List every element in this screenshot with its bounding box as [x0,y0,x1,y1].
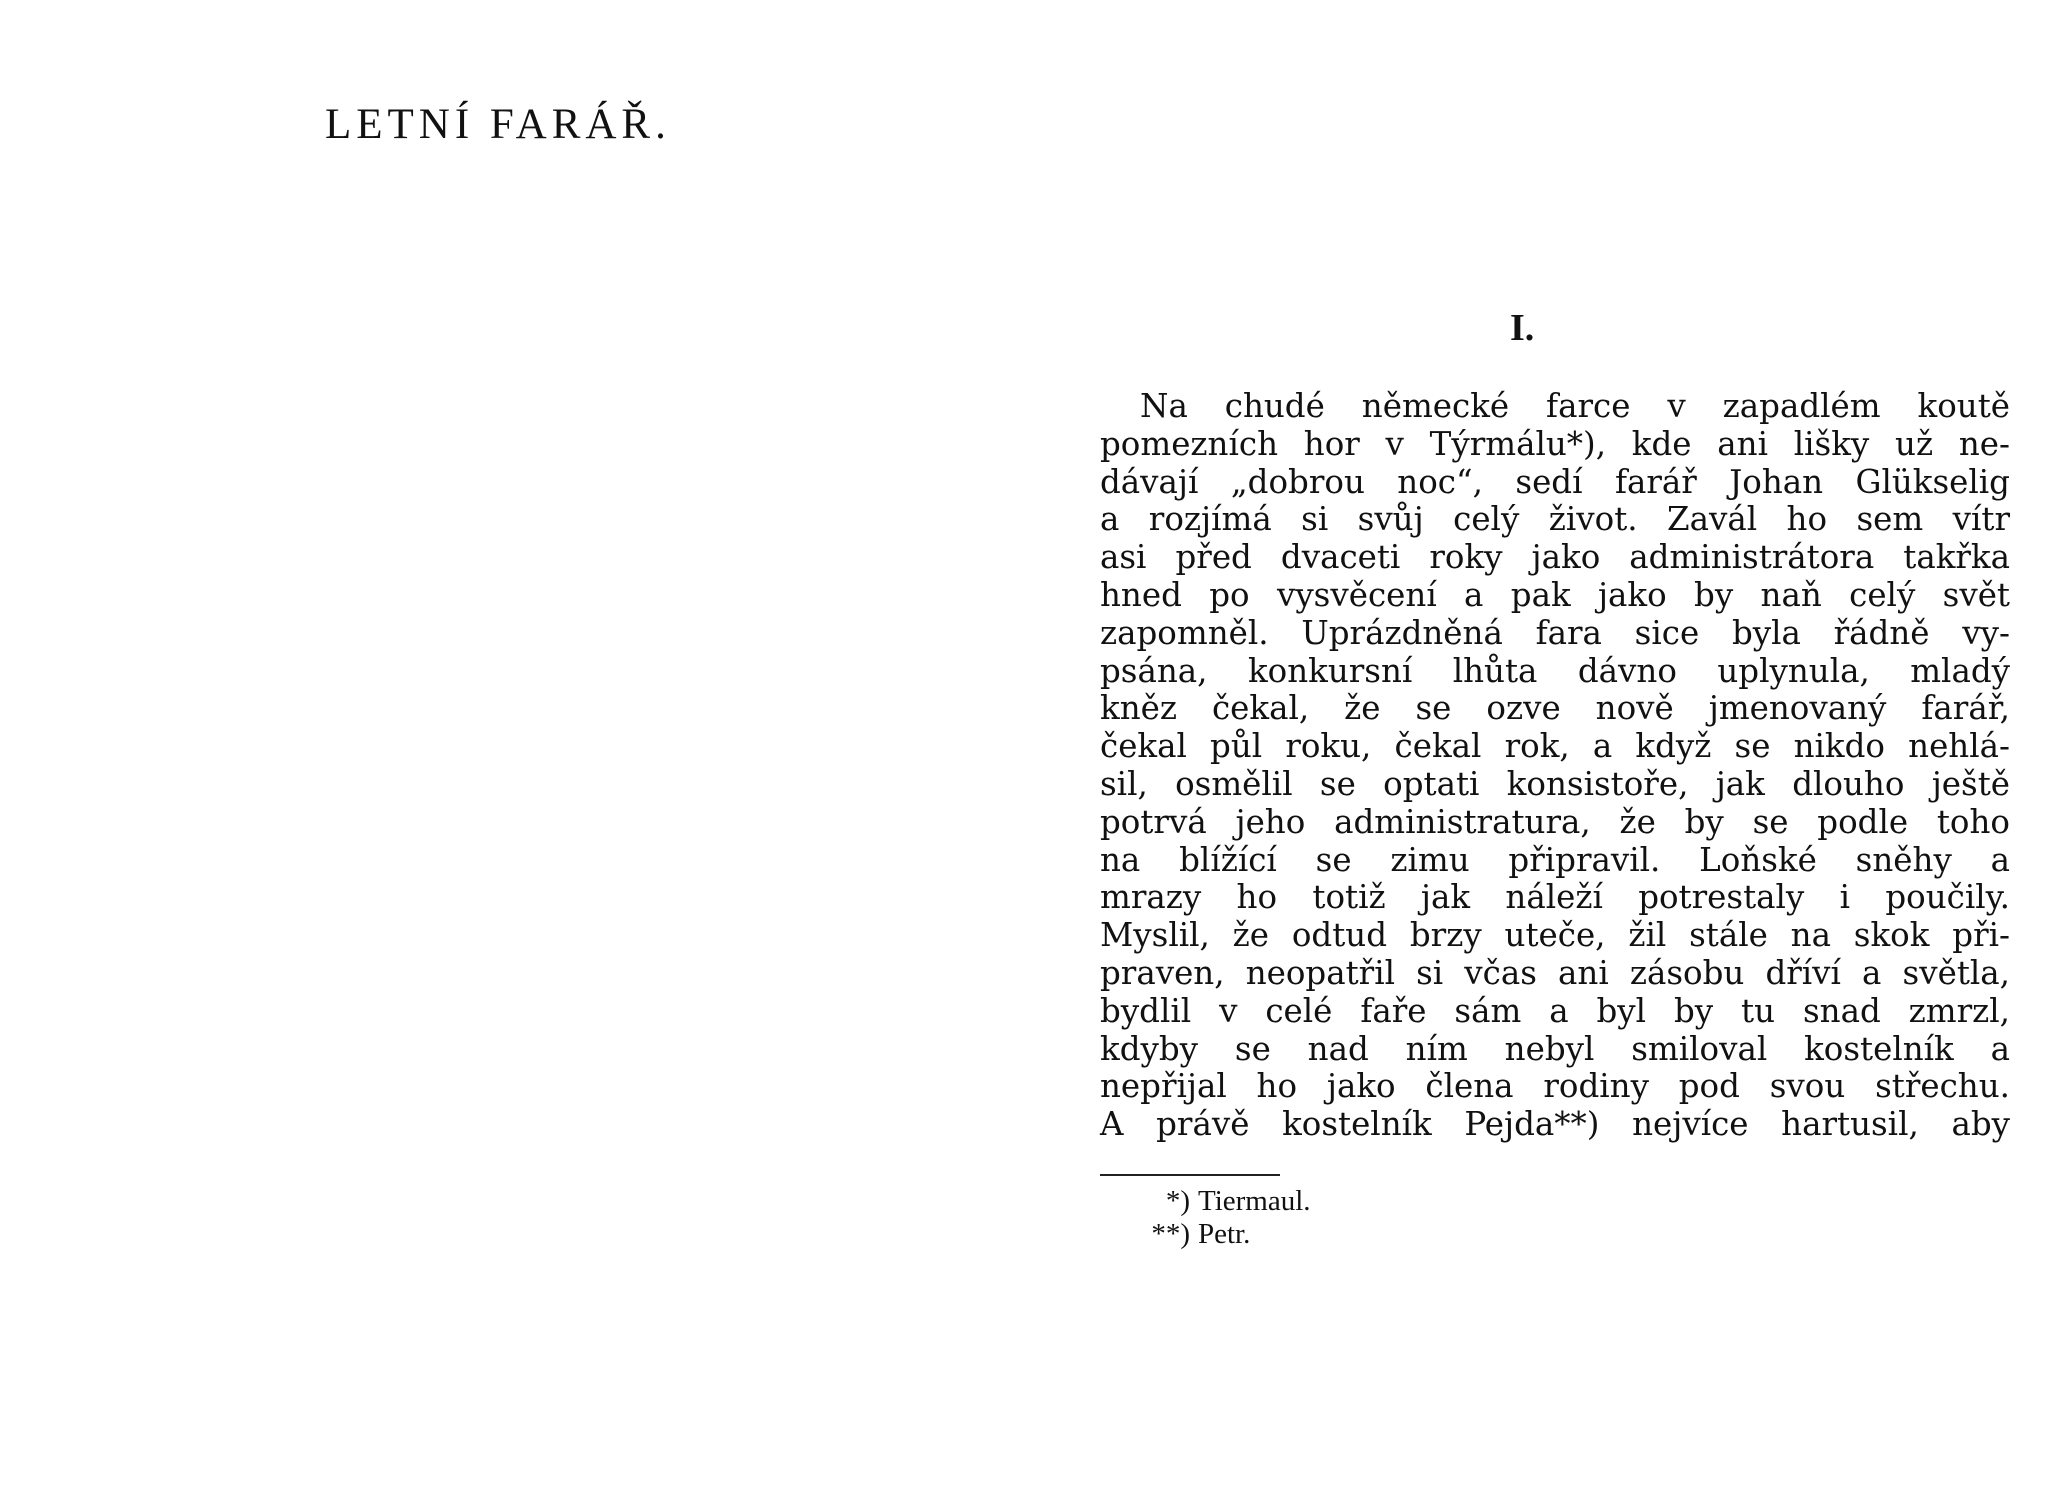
text-line: A právě kostelník Pejda**) nejvíce hartusil, aby [1100,1105,2010,1144]
text-line: bydlil v celé faře sám a byl by tu snad zmrzl, [1100,991,2010,1030]
text-line: sil, osmělil se optati konsistoře, jak dlouho ještě [1100,764,2010,803]
chapter-body-text [1100,388,2010,1144]
footnote [1100,1218,1311,1251]
footnote-marker: *) [1165,1185,1190,1217]
text-line: pomezních hor v Týrmálu*), kde ani lišky už ne- [1100,424,2010,463]
text-line: psána, konkursní lhůta dávno uplynula, mladý [1100,651,2010,690]
text-line: Myslil, že odtud brzy uteče, žil stále na skok při- [1100,916,2010,955]
text-line: potrvá jeho administratura, že by se podle toho [1100,802,2010,841]
text-line: čekal půl roku, čekal rok, a když se nikdo nehlá- [1100,727,2010,766]
text-line: kněz čekal, že se ozve nově jmenovaný farář, [1100,689,2010,728]
chapter-number: I. [1510,307,1535,349]
footnote [1100,1185,1311,1218]
text-line: Na chudé německé farce v zapadlém koutě [1140,387,2010,425]
footnotes [1100,1185,1311,1251]
text-line: kdyby se nad ním nebyl smiloval kostelník a [1100,1029,2010,1068]
text-line: praven, neopatřil si včas ani zásobu dříví a světla, [1100,953,2010,992]
text-line: mrazy ho totiž jak náleží potrestaly i poučily. [1100,878,2010,917]
text-line: a rozjímá si svůj celý život. Zavál ho sem vítr [1100,500,2010,539]
footnote-text: Tiermaul. [1198,1185,1311,1217]
text-line: nepřijal ho jako člena rodiny pod svou střechu. [1100,1067,2010,1106]
book-title: LETNÍ FARÁŘ. [325,101,671,148]
footnote-divider [1100,1174,1280,1176]
footnote-marker: **) [1151,1218,1190,1250]
text-line: asi před dvaceti roky jako administrátora takřka [1100,538,2010,577]
text-line: dávají „dobrou noc“, sedí farář Johan Glükselig [1100,462,2010,501]
text-line: zapomněl. Uprázdněná fara sice byla řádně vy- [1100,613,2010,652]
text-line: na blížící se zimu připravil. Loňské sněhy a [1100,840,2010,879]
footnote-text: Petr. [1198,1218,1251,1250]
text-line: hned po vysvěcení a pak jako by naň celý svět [1100,575,2010,614]
